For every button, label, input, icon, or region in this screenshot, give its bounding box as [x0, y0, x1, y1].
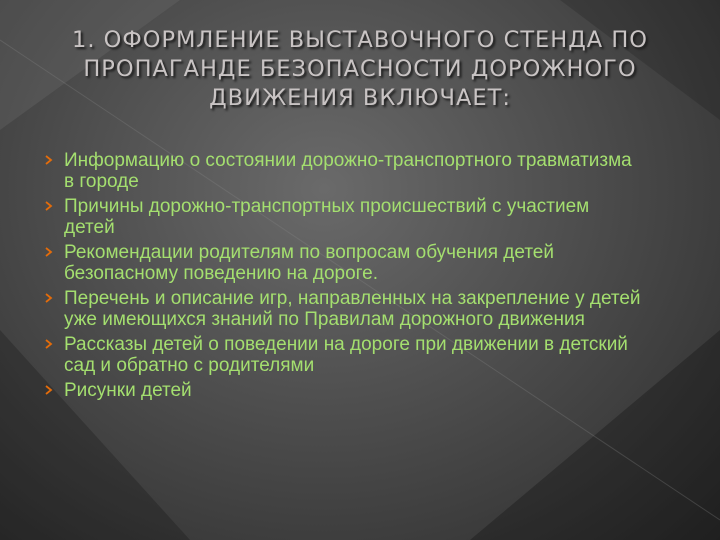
list-item-text: Рассказы детей о поведении на дороге при движении в детский сад и обратно с родителями: [64, 334, 628, 376]
list-item-text: Причины дорожно-транспортных происшествий с участием детей: [64, 196, 590, 238]
chevron-right-icon: [44, 155, 54, 165]
list-item: [44, 288, 644, 330]
list-item-text: Перечень и описание игр, направленных на закрепление у детей уже имеющихся знаний по Правилам дорожного движения: [64, 288, 641, 330]
list-item: [44, 334, 644, 376]
bullet-list: [44, 150, 644, 405]
chevron-right-icon: [44, 339, 54, 349]
list-item: [44, 196, 644, 238]
chevron-right-icon: [44, 293, 54, 303]
list-item-text: Рекомендации родителям по вопросам обучения детей безопасному поведению на дороге.: [64, 242, 554, 284]
list-item: [44, 380, 644, 401]
list-item: [44, 150, 644, 192]
chevron-right-icon: [44, 247, 54, 257]
chevron-right-icon: [44, 385, 54, 395]
chevron-right-icon: [44, 201, 54, 211]
list-item: [44, 242, 644, 284]
slide-title: 1. ОФОРМЛЕНИЕ ВЫСТАВОЧНОГО СТЕНДА ПО ПРОПАГАНДЕ БЕЗОПАСНОСТИ ДОРОЖНОГО ДВИЖЕНИЯ ВКЛЮЧАЕТ:: [72, 27, 648, 111]
list-item-text: Рисунки детей: [64, 380, 192, 401]
list-item-text: Информацию о состоянии дорожно-транспортного травматизма в городе: [64, 150, 632, 192]
